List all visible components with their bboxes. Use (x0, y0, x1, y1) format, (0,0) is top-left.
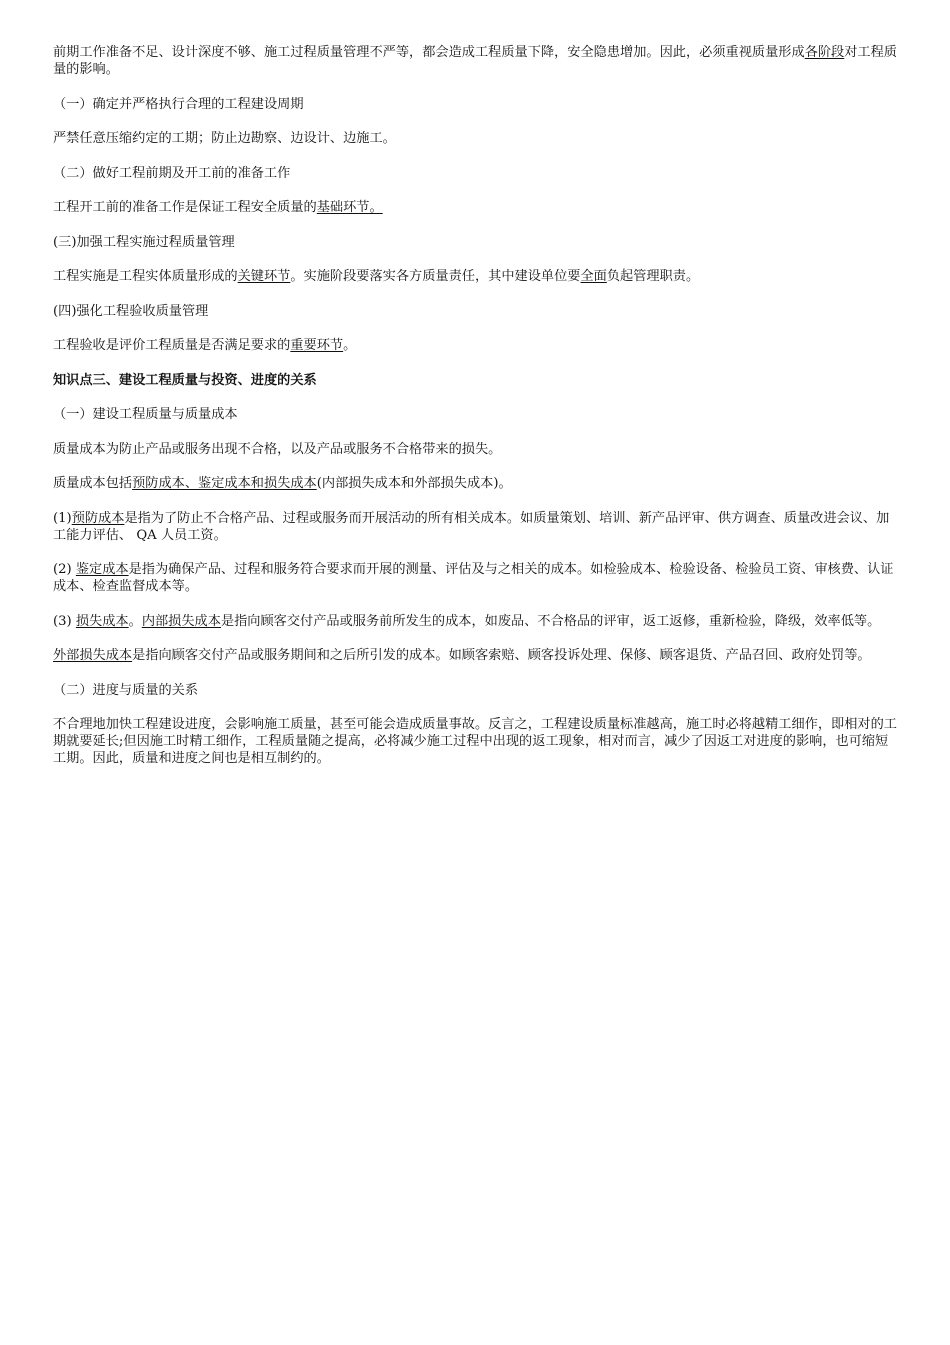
section-heading (53, 372, 899, 389)
text-run: 前期工作准备不足、设计深度不够、施工过程质量管理不严等，都会造成工程质量下降，安全隐患增加。因此，必须重视质量形成 (53, 45, 805, 60)
underlined-term: 内部损失成本 (141, 613, 221, 629)
paragraph (53, 165, 899, 182)
text-run: 工程实施是工程实体质量形成的 (53, 269, 238, 284)
text-run: 。 (343, 338, 357, 353)
paragraph (53, 406, 899, 423)
text-run: （一）确定并严格执行合理的工程建设周期 (53, 96, 304, 112)
underlined-term: 外部损失成本 (53, 648, 133, 663)
paragraph (53, 716, 899, 767)
paragraph (53, 268, 899, 285)
document-page (53, 44, 899, 785)
paragraph (53, 130, 899, 147)
text-run: 工程验收是评价工程质量是否满足要求的 (53, 338, 291, 353)
paragraph (53, 199, 899, 216)
text-run: (三)加强工程实施过程质量管理 (53, 234, 235, 250)
text-run: (2) (53, 562, 76, 577)
text-run: （二）做好工程前期及开工前的准备工作 (53, 165, 291, 181)
paragraph (53, 510, 899, 544)
paragraph (53, 475, 899, 492)
underlined-term: 鉴定成本 (75, 562, 129, 577)
underlined-term: 预防成本、鉴定成本和损失成本 (132, 476, 317, 491)
text-run: 是指为确保产品、过程和服务符合要求而开展的测量、评估及与之相关的成本。如检验成本、检验设备、检验员工资、审核费、认证成本、检查监督成本等。 (53, 562, 894, 594)
paragraph (53, 441, 899, 458)
text-run: 。实施阶段要落实各方质量责任，其中建设单位要 (290, 269, 581, 284)
underlined-term: 各阶段 (804, 45, 845, 60)
paragraph (53, 682, 899, 699)
text-run: 工程开工前的准备工作是保证工程安全质量的 (53, 200, 317, 215)
text-run: 不合理地加快工程建设进度，会影响施工质量，甚至可能会造成质量事故。反言之，工程建设质量标准越高，施工时必将越精工细作，即相对的工期就要延长;但因施工时精工细作，工程质量随之提高，必将减少施工过程中出现的返工现象，相对而言，减少了因返工对进度的影响，也可缩短工期。因此，质量和进度之间也是相互制约的。 (53, 717, 897, 766)
text-run: 负起管理职责。 (606, 269, 700, 284)
text-run: （二）进度与质量的关系 (53, 682, 199, 698)
text-run: 是指为了防止不合格产品、过程或服务而开展活动的所有相关成本。如质量策划、培训、新产品评审、供方调查、质量改进会议、加工能力评估、 QA 人员工资。 (53, 510, 890, 543)
text-run: 。 (128, 613, 142, 629)
paragraph (53, 234, 899, 251)
paragraph (53, 561, 899, 595)
paragraph (53, 337, 899, 354)
paragraph (53, 647, 899, 664)
underlined-term: 全面 (580, 269, 607, 284)
text-run: 对工程质量的影响。 (53, 45, 897, 77)
text-run: 是指向顾客交付产品或服务期间和之后所引发的成本。如顾客索赔、顾客投诉处理、保修、顾客退货、产品召回、政府处罚等。 (132, 648, 871, 663)
underlined-term: 重要环节 (290, 338, 344, 353)
paragraph (53, 613, 899, 630)
paragraph (53, 44, 899, 78)
underlined-term: 基础环节。 (316, 200, 383, 215)
paragraph (53, 96, 899, 113)
underlined-term: 损失成本 (75, 613, 129, 629)
text-run: (四)强化工程验收质量管理 (53, 303, 209, 319)
text-run: (内部损失成本和外部损失成本)。 (316, 476, 512, 491)
text-run: 是指向顾客交付产品或服务前所发生的成本，如废品、不合格品的评审，返工返修，重新检验，降级，效率低等。 (220, 613, 881, 629)
underlined-term: 关键环节 (237, 269, 291, 284)
text-run: (1) (53, 510, 72, 526)
text-run: 知识点三、建设工程质量与投资、进度的关系 (53, 372, 317, 388)
paragraph (53, 303, 899, 320)
text-run: 质量成本包括 (53, 476, 133, 491)
text-run: （一）建设工程质量与质量成本 (53, 407, 238, 422)
text-run: (3) (53, 613, 76, 629)
text-run: 质量成本为防止产品或服务出现不合格，以及产品或服务不合格带来的损失。 (53, 441, 502, 457)
text-run: 严禁任意压缩约定的工期；防止边勘察、边设计、边施工。 (53, 131, 396, 146)
underlined-term: 预防成本 (71, 510, 125, 526)
